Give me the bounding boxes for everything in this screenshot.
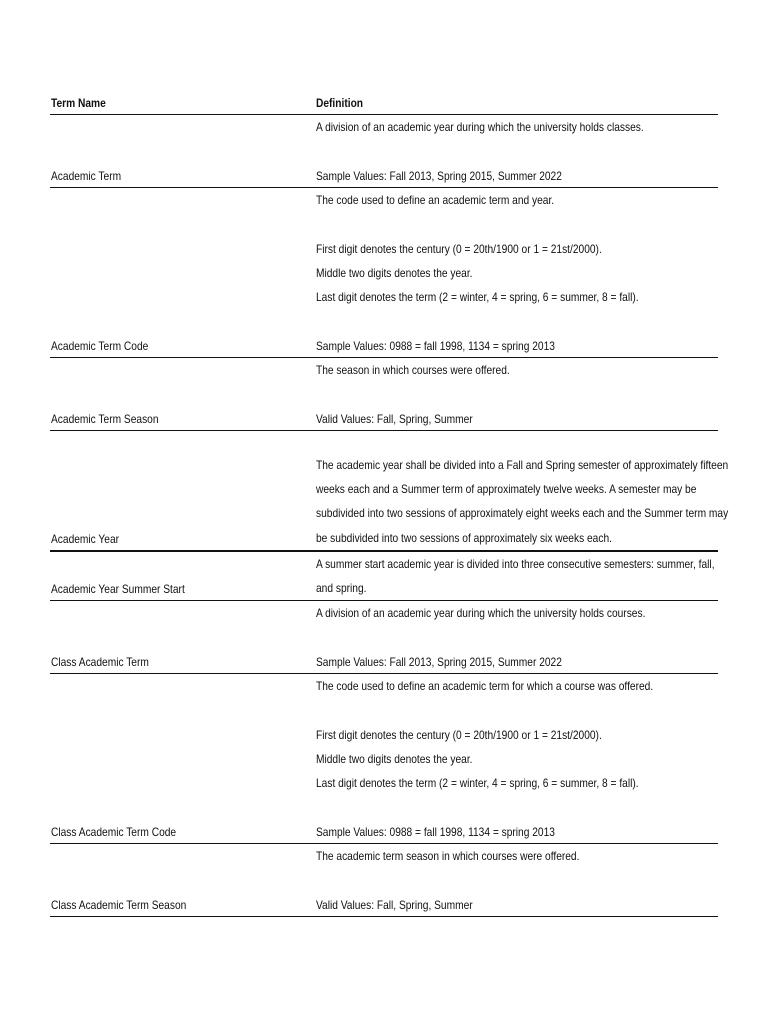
term-name: Class Academic Term Code: [51, 825, 177, 839]
definition-line: The academic term season in which courses were offered.: [316, 849, 580, 863]
definition-line: First digit denotes the century (0 = 20th/1900 or 1 = 21st/2000).: [316, 727, 602, 742]
table-row: [50, 601, 718, 674]
definition-line: Last digit denotes the term (2 = winter, 4 = spring, 6 = summer, 8 = fall).: [316, 290, 639, 305]
definition-line: [316, 382, 716, 406]
definition-line: and spring.: [316, 581, 367, 596]
definition-line: [316, 625, 716, 649]
term-name-header: Term Name: [51, 96, 106, 110]
term-name: Class Academic Term Season: [51, 898, 187, 912]
table-row: [50, 358, 718, 431]
term-name: Academic Term: [51, 169, 122, 183]
term-definition: [316, 674, 716, 844]
term-name: Academic Term Code: [51, 339, 149, 353]
table-row: [50, 115, 718, 188]
term-name: Academic Year: [51, 532, 120, 546]
definition-line: Middle two digits denotes the year.: [316, 751, 473, 766]
definition-line: Sample Values: 0988 = fall 1998, 1134 = spring 2013: [316, 338, 555, 353]
table-header: [50, 94, 718, 115]
definition-line: [316, 139, 716, 163]
definition-line: A division of an academic year during which the university holds classes.: [316, 120, 644, 134]
definition-line: subdivided into two sessions of approximately eight weeks each and the Summer term may: [316, 506, 729, 521]
definition-line: [316, 698, 716, 722]
term-definition: [316, 115, 716, 188]
term-name: Class Academic Term: [51, 655, 149, 669]
definition-line: The code used to define an academic term and year.: [316, 193, 555, 207]
table-row: [50, 431, 729, 552]
definition-line: Sample Values: 0988 = fall 1998, 1134 = spring 2013: [316, 824, 555, 839]
definition-line: [316, 309, 716, 333]
definition-line: Middle two digits denotes the year.: [316, 265, 473, 280]
term-definition: [316, 453, 729, 550]
definition-line: A division of an academic year during which the university holds courses.: [316, 606, 646, 620]
term-name: Academic Term Season: [51, 412, 159, 426]
definition-line: Sample Values: Fall 2013, Spring 2015, Summer 2022: [316, 168, 562, 183]
term-definition: [316, 358, 716, 431]
term-definition: [316, 552, 716, 601]
definition-header: Definition: [316, 96, 364, 110]
definition-line: Sample Values: Fall 2013, Spring 2015, Summer 2022: [316, 654, 562, 669]
table-row: [50, 188, 718, 358]
definition-line: [316, 868, 716, 892]
definition-line: The code used to define an academic term for which a course was offered.: [316, 679, 654, 693]
definition-line: First digit denotes the century (0 = 20th/1900 or 1 = 21st/2000).: [316, 241, 602, 256]
definition-line: [316, 795, 716, 819]
term-name: Academic Year Summer Start: [51, 582, 185, 596]
term-definition: [316, 188, 716, 358]
table-row: [50, 674, 718, 844]
definition-line: The academic year shall be divided into a Fall and Spring semester of approximately fifteen: [316, 457, 729, 472]
definition-line: weeks each and a Summer term of approximately twelve weeks. A semester may be: [316, 482, 697, 497]
definition-line: Valid Values: Fall, Spring, Summer: [316, 411, 473, 426]
definition-line: The season in which courses were offered.: [316, 363, 510, 377]
term-definition: [316, 601, 716, 674]
table-row: [50, 552, 718, 601]
definition-line: Valid Values: Fall, Spring, Summer: [316, 897, 473, 912]
definition-line: Last digit denotes the term (2 = winter, 4 = spring, 6 = summer, 8 = fall).: [316, 776, 639, 791]
definition-line: be subdivided into two sessions of approximately six weeks each.: [316, 530, 612, 545]
definition-line: [316, 212, 716, 236]
definition-line: A summer start academic year is divided into three consecutive semesters: summer, fall,: [316, 557, 715, 571]
term-definition: [316, 844, 716, 917]
table-row: [50, 844, 718, 917]
